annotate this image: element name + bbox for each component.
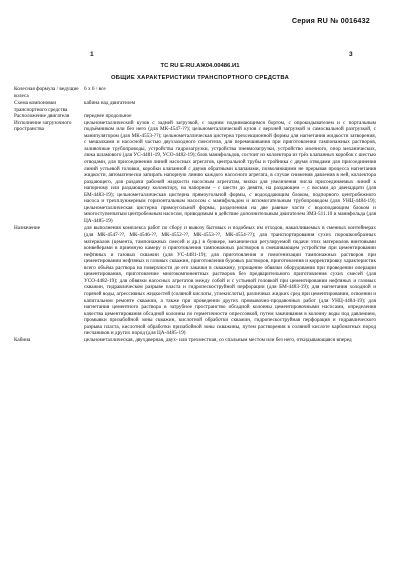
certificate-number: ТС RU Е-RU.АЖ04.00486.И1: [160, 63, 240, 69]
row-body-type: [14, 120, 376, 225]
row-value: для выполнения комплекса работ по сбору и вывозу бытовых и подобных им отходов, накапливаемых в сменных контейнерах (для МК-4547-??, МК-4546-??, МК-4552-??, МК-4553-??, МК-4554-??); для транспортирования сухих порошкообразных материалов (цемента, тампонажных смесей и др.) в бункере, механически регулируемой подачи этих материалов винтовыми конвейерами в приемную камеру и приготовления тампонажных растворов в смешивающем устройстве при цементировании нефтяных и газовых скважин (для УС-4481-19); для приготовления и гомогенизации тампонажных растворов при цементировании нефтяных и газовых скважин, приготовления буровых растворов, приготовления и корректировку характеристик всего объёма раствора на поверхности до его закачки в скважину, упрощение обвязки оборудования при проведении операции цементирования, приготовление многокомпонентных растворов без предварительного приготовления сухих смесей (для УСО-4482-19); для обвязки насосных агрегатов между собой и с устьевой головкой при цементировании нефтяных и газовых скважин, гидравлическом разрыве пласта и гидропескоструйной перфорации (для БМ-4483-19); для нагнетания холодной и горячей воды, агрессивных жидкостей (соляной кислоты, углекислоты), различных жидких сред при цементировании, освоении и капитальном ремонте скважин, а также при проведении других промывочно-продавочных работ (для УНЦ-4484-19); для нагнетания цементного раствора в затрубное пространство обсадной колонны цементировочными насосами, определения качества цементирования обсадной колонны по герметичности опрессовкой, путем закачивания в колонну воды под давлением, промывки призабойной зоны скважин, кислотной обработки скважин, гидропескоструйная перфорация и гидравлического разрыва пласта, кислотной обработки призабойной зоны скважины, путем растворения в соляной кислоте карбонатных пород песчаников и других пород (для ЦА-4485-19): [84, 225, 376, 337]
row-cabin: [14, 337, 376, 344]
row-wheel-formula: [14, 86, 376, 99]
row-label: Назначение: [14, 225, 41, 232]
row-label: Исполнение загрузочного пространства: [14, 119, 72, 133]
row-label: Кабина: [14, 336, 31, 343]
row-value: переднее продольное: [84, 113, 132, 120]
page-marker-right: 3: [349, 51, 353, 58]
row-value: кабина над двигателем: [84, 100, 136, 107]
row-value: цельнометаллический кузов с задней загрузкой, с задним поднимающимся бортом, с опрокидывателем и с портальным подъёмником или без него (для МК-4547-??); цельнометаллический кузов с верхней загрузкой и самосвальной разгрузкой, с манипулятором (для МК-4553-??); цельнометаллическая цистерна трехсекционной формы для нагнетания жидкости затворения, с мешалками и насосной частью двухзаходного смесителя, для перемешивания при приготовлении тампонажных растворов, заливочные трубопроводы, устройства гидрозагрузки, устройства пневмозагрузки, устройство моечного, опор механических, люка шламового (для УС-4481-19, УСО-4482-19); блок манифольдов, состоит из коллектора из трёх клапанных коробок с шестью отводами, для присоединения линий насосных агрегатов, центральной трубы и тройника с двумя отводами для присоединения линий устьевой головки, коробки клапанной с двумя обратными клапанами, позволяющими не прерывая процесса нагнетания жидкости, автоматически запирать напорную линию каждого насосного агрегата, в случае снижения давления в ней, коллектора раздающего, для раздачи рабочей жидкости насосным агрегатам, вилки для увеличения числа присоединяемых линий к напорному или раздающему коллектору, на напорном – с шести до девяти, на раздающем – с восьми до двенадцати (для БМ-4483-19); цельнометаллическая цистерна прямоугольной формы, с водооддающим блоком, подпорного центробежного насоса и трехплунжерным горизонтальным насосом с манифольдом и вспомогательным трубопроводом (для УНЦ-4484-19); цельнометаллическая цистерна прямоугольной формы, разделенная на две равные части с водоподающим блоком и многоступенчатым центробежным насосом, приводимым в действие дополнительным двигателем ЗМЗ-511.10 и манифольда (для ЦА-4485-19): [84, 119, 376, 224]
row-label: Колесная формула / ведущие колеса: [14, 86, 79, 99]
page-marker-left: 1: [90, 51, 94, 58]
row-value: цельнометаллическая, двухдверная, двух- или трехместная, со спальным местом или без него, откидывающаяся вперед: [84, 336, 352, 343]
row-label: Расположение двигателя: [14, 113, 70, 120]
row-value: 6 х 6 / все: [84, 86, 106, 92]
row-label: Схема компоновки транспортного средства: [14, 100, 68, 113]
serial-number: Серия RU № 0016432: [291, 16, 370, 25]
row-purpose: [14, 225, 376, 336]
characteristics-table: [14, 86, 376, 343]
section-title: ОБЩИЕ ХАРАКТЕРИСТИКИ ТРАНСПОРТНОГО СРЕДСТВА: [110, 75, 290, 81]
row-layout: [14, 100, 376, 113]
